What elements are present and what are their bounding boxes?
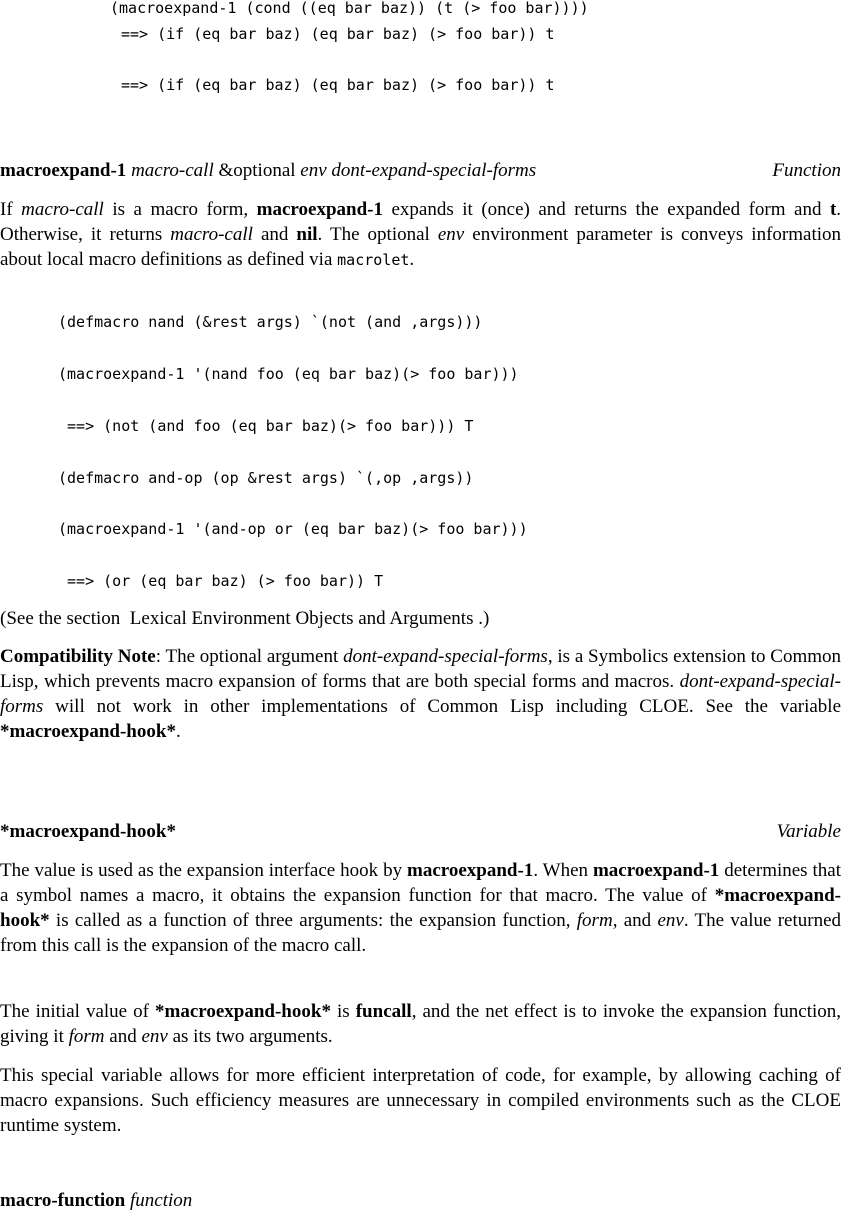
- function-name: macroexpand-1: [0, 160, 127, 181]
- function-arg: function: [130, 1190, 193, 1211]
- function-heading-macroexpand-1: [0, 158, 841, 183]
- compatibility-note: Compatibility Note: The optional argument dont-expand-special-forms, is a Symbolics extension to Common Lisp, which prevents macro expansion of forms that are both special forms and macros. dont-expand-special-forms will not work in other implementations of Common Lisp including CLOE. See the variable *macroexpand-hook*.: [0, 646, 841, 742]
- description-paragraph: This special variable allows for more efficient interpretation of code, for example, by allowing caching of macro expansions. Such efficiency measures are unnecessary in compiled environments such as the CLOE runtime system.: [0, 1065, 841, 1136]
- description-paragraph: If macro-call is a macro form, macroexpand-1 expands it (once) and returns the expanded form and t. Otherwise, it returns macro-call and nil. The optional env environment parameter is conveys information about local macro definitions as defined via macrolet.: [0, 199, 841, 270]
- code-line: (defmacro nand (&rest args) `(not (and ,args))): [58, 313, 483, 331]
- code-line-cond: (macroexpand-1 (cond ((eq bar baz)) (t (> foo bar)))): [110, 0, 589, 17]
- description-paragraph: The initial value of *macroexpand-hook* is funcall, and the net effect is to invoke the expansion function, giving it form and env as its two arguments.: [0, 1001, 841, 1047]
- function-args-optional: env dont-expand-special-forms: [300, 160, 537, 181]
- description-paragraph: The value is used as the expansion interface hook by macroexpand-1. When macroexpand-1 determines that a symbol names a macro, it obtains the expansion function for that macro. The value of *macroexpand-hook* is called as a function of three arguments: the expansion function, form, and env. The value returned from this call is the expansion of the macro call.: [0, 860, 841, 956]
- function-heading-macro-function: [0, 1188, 841, 1213]
- see-also-note: (See the section Lexical Environment Objects and Arguments .): [0, 608, 490, 629]
- entry-kind: Function: [772, 160, 841, 181]
- function-name: macro-function: [0, 1190, 126, 1211]
- code-result-line: ==> (if (eq bar baz) (eq bar baz) (> foo bar)) t: [121, 76, 555, 94]
- code-line: (macroexpand-1 '(nand foo (eq bar baz)(> foo bar))): [58, 365, 519, 383]
- code-line: ==> (not (and foo (eq bar baz)(> foo bar))) T: [58, 417, 474, 435]
- variable-name: *macroexpand-hook*: [0, 821, 176, 842]
- code-line: (macroexpand-1 '(and-op or (eq bar baz)(> foo bar))): [58, 520, 528, 538]
- variable-heading-macroexpand-hook: [0, 819, 841, 844]
- entry-kind: Variable: [776, 821, 841, 842]
- function-arg: macro-call: [131, 160, 214, 181]
- code-line: ==> (or (eq bar baz) (> foo bar)) T: [58, 572, 384, 590]
- code-result-line: ==> (if (eq bar baz) (eq bar baz) (> foo bar)) t: [121, 25, 555, 43]
- optional-keyword: &optional: [218, 160, 296, 181]
- code-line: (defmacro and-op (op &rest args) `(,op ,args)): [58, 469, 474, 487]
